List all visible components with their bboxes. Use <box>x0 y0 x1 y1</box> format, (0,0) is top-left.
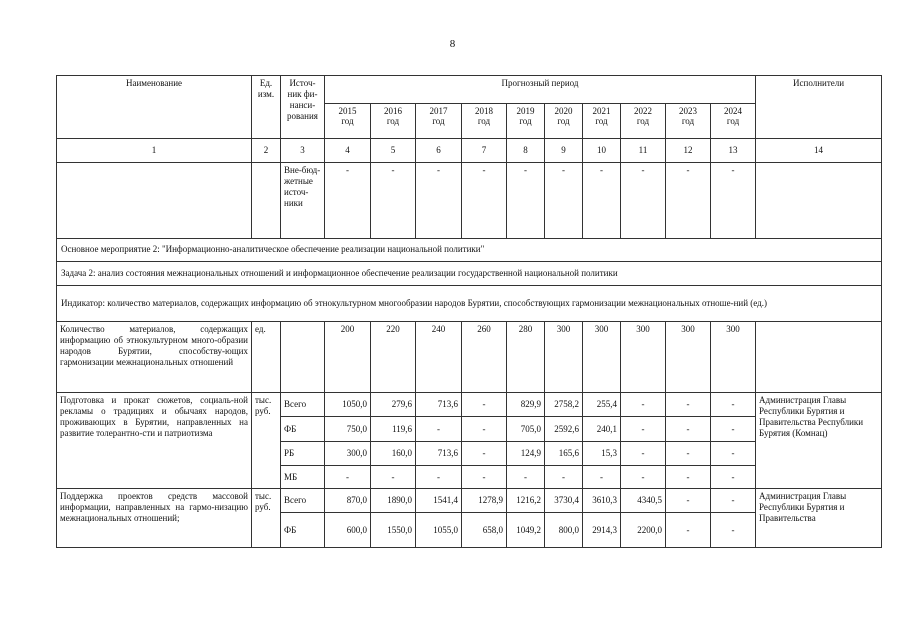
value-cell: 2758,2 <box>545 392 583 416</box>
value-cell: 1216,2 <box>507 488 545 512</box>
indicator-row <box>57 285 882 321</box>
year-suffix: год <box>477 116 491 127</box>
value-cell: 15,3 <box>583 441 621 465</box>
value-cell: - <box>507 162 545 238</box>
year-header-2021 <box>583 103 621 139</box>
value-cell: 300 <box>583 321 621 392</box>
unit-cell: ед. <box>252 321 281 392</box>
main-event-row <box>57 239 882 261</box>
year-label: 2017 <box>429 105 448 116</box>
year-header-2016 <box>371 103 416 139</box>
value-cell: - <box>621 392 666 416</box>
indicator-name: Количество материалов, содержащих информацию об этнокультурном много-образии народов Бурятии, способству-ющих гармонизации межнациональных отношений <box>57 321 252 392</box>
value-cell: 1890,0 <box>371 488 416 512</box>
activity2-executor: Администрация Главы Республики Бурятия и Правительства <box>756 488 882 547</box>
activity2-name: Поддержка проектов средств массовой информации, направленных на гармо-низацию межнациональных отношений; <box>57 488 252 547</box>
value-cell: 240 <box>416 321 462 392</box>
value-cell: - <box>621 162 666 238</box>
value-cell: 124,9 <box>507 441 545 465</box>
main-event-row-text: Основное мероприятие 2: "Информационно-аналитическое обеспечение реализации национальной политики" <box>57 239 882 261</box>
value-cell: - <box>621 441 666 465</box>
value-cell: 870,0 <box>325 488 371 512</box>
value-cell: 260 <box>462 321 507 392</box>
year-label: 2021 <box>592 105 611 116</box>
year-suffix: год <box>386 116 400 127</box>
value-cell: 600,0 <box>325 513 371 548</box>
value-cell: 1050,0 <box>325 392 371 416</box>
header-forecast-period: Прогнозный период <box>325 76 756 104</box>
header-source: Источ-ник фи-нанси-рования <box>281 76 325 139</box>
value-cell: 300 <box>666 321 711 392</box>
column-number: 4 <box>325 139 371 162</box>
task-row <box>57 261 882 285</box>
source-cell: ФБ <box>281 417 325 441</box>
indicator-row-text: Индикатор: количество материалов, содержащих информацию об этнокультурном многообразии народов Бурятии, способствующих гармонизации межнациональных отноше-ний (ед.) <box>57 285 882 321</box>
column-number: 11 <box>621 139 666 162</box>
empty-cell <box>756 321 882 392</box>
value-cell: 2914,3 <box>583 513 621 548</box>
year-suffix: год <box>432 116 445 127</box>
value-cell: - <box>666 466 711 488</box>
column-number: 14 <box>756 139 882 162</box>
value-cell: - <box>666 162 711 238</box>
value-cell: - <box>666 417 711 441</box>
column-number: 3 <box>281 139 325 162</box>
value-cell: - <box>371 162 416 238</box>
column-number: 8 <box>507 139 545 162</box>
value-cell: - <box>416 417 462 441</box>
value-cell: - <box>371 466 416 488</box>
year-suffix: год <box>519 116 532 127</box>
year-suffix: год <box>726 116 740 127</box>
year-header-2024 <box>711 103 756 139</box>
source-cell: Всего <box>281 488 325 512</box>
source-cell: Вне-бюд-жетные источ-ники <box>281 162 325 238</box>
value-cell: 829,9 <box>507 392 545 416</box>
value-cell: 200 <box>325 321 371 392</box>
empty-cell <box>252 162 281 238</box>
column-number: 13 <box>711 139 756 162</box>
value-cell: - <box>507 466 545 488</box>
value-cell: 279,6 <box>371 392 416 416</box>
budget-table <box>56 75 882 548</box>
year-header-2022 <box>621 103 666 139</box>
activity1-executor: Администрация Главы Республики Бурятия и Правительства Республики Бурятия (Комнац) <box>756 392 882 488</box>
value-cell: 220 <box>371 321 416 392</box>
value-cell: 300 <box>621 321 666 392</box>
value-cell: - <box>545 466 583 488</box>
value-cell: - <box>711 392 756 416</box>
value-cell: 165,6 <box>545 441 583 465</box>
year-suffix: год <box>557 116 570 127</box>
year-suffix: год <box>341 116 354 127</box>
value-cell: 160,0 <box>371 441 416 465</box>
column-number: 7 <box>462 139 507 162</box>
table-row <box>57 392 882 416</box>
value-cell: 2592,6 <box>545 417 583 441</box>
column-number: 6 <box>416 139 462 162</box>
value-cell: 240,1 <box>583 417 621 441</box>
value-cell: - <box>325 466 371 488</box>
value-cell: - <box>416 466 462 488</box>
empty-cell <box>57 162 252 238</box>
column-numbers-row <box>57 139 882 162</box>
source-cell: МБ <box>281 466 325 488</box>
value-cell: 1278,9 <box>462 488 507 512</box>
year-suffix: год <box>636 116 650 127</box>
page-number: 8 <box>449 38 456 50</box>
header-unit: Ед. изм. <box>252 76 281 139</box>
year-label: 2023 <box>679 105 697 116</box>
value-cell: 3610,3 <box>583 488 621 512</box>
value-cell: - <box>666 441 711 465</box>
value-cell: - <box>666 392 711 416</box>
value-cell: - <box>583 466 621 488</box>
activity1-name: Подготовка и прокат сюжетов, социаль-ной рекламы о традициях и обычаях народов, проживающих в Бурятии, направленных на развитие толерантно-сти и патриотизма <box>57 392 252 488</box>
year-header-2023 <box>666 103 711 139</box>
year-label: 2022 <box>634 105 652 116</box>
value-cell: - <box>462 417 507 441</box>
value-cell: 300 <box>545 321 583 392</box>
value-cell: 713,6 <box>416 441 462 465</box>
year-label: 2024 <box>724 105 743 116</box>
header-row <box>57 76 882 104</box>
value-cell: - <box>666 513 711 548</box>
empty-cell <box>756 162 882 238</box>
value-cell: 280 <box>507 321 545 392</box>
value-cell: - <box>416 162 462 238</box>
value-cell: - <box>545 162 583 238</box>
year-header-2019 <box>507 103 545 139</box>
empty-cell <box>281 321 325 392</box>
column-number: 9 <box>545 139 583 162</box>
value-cell: 4340,5 <box>621 488 666 512</box>
value-cell: - <box>711 441 756 465</box>
value-cell: - <box>621 417 666 441</box>
value-cell: 255,4 <box>583 392 621 416</box>
column-number: 1 <box>57 139 252 162</box>
value-cell: 750,0 <box>325 417 371 441</box>
year-header-2020 <box>545 103 583 139</box>
column-number: 10 <box>583 139 621 162</box>
value-cell: 1055,0 <box>416 513 462 548</box>
value-cell: 119,6 <box>371 417 416 441</box>
source-cell: Всего <box>281 392 325 416</box>
value-cell: - <box>711 417 756 441</box>
value-cell: - <box>711 466 756 488</box>
value-cell: - <box>325 162 371 238</box>
value-cell: - <box>583 162 621 238</box>
value-cell: - <box>462 466 507 488</box>
value-cell: 300,0 <box>325 441 371 465</box>
column-number: 12 <box>666 139 711 162</box>
table-row-offbudget <box>57 162 882 238</box>
table-row-indicator-values <box>57 321 882 392</box>
year-label: 2020 <box>554 105 573 116</box>
value-cell: 1541,4 <box>416 488 462 512</box>
value-cell: 300 <box>711 321 756 392</box>
year-label: 2019 <box>516 105 535 116</box>
value-cell: 705,0 <box>507 417 545 441</box>
value-cell: 1550,0 <box>371 513 416 548</box>
value-cell: 713,6 <box>416 392 462 416</box>
column-number: 2 <box>252 139 281 162</box>
value-cell: 2200,0 <box>621 513 666 548</box>
task-row-text: Задача 2: анализ состояния межнациональных отношений и информационное обеспечение реализации государственной национальной политики <box>57 261 882 285</box>
year-label: 2016 <box>384 105 402 116</box>
value-cell: - <box>462 441 507 465</box>
value-cell: 1049,2 <box>507 513 545 548</box>
year-header-2015 <box>325 103 371 139</box>
header-executors: Исполнители <box>756 76 882 139</box>
year-suffix: год <box>681 116 695 127</box>
value-cell: - <box>711 488 756 512</box>
value-cell: - <box>621 466 666 488</box>
year-suffix: год <box>595 116 608 127</box>
value-cell: - <box>711 513 756 548</box>
table-row <box>57 488 882 512</box>
year-header-2018 <box>462 103 507 139</box>
year-header-2017 <box>416 103 462 139</box>
value-cell: - <box>666 488 711 512</box>
value-cell: 3730,4 <box>545 488 583 512</box>
value-cell: 800,0 <box>545 513 583 548</box>
value-cell: - <box>711 162 756 238</box>
unit-cell: тыс. руб. <box>252 488 281 547</box>
source-cell: РБ <box>281 441 325 465</box>
unit-cell: тыс. руб. <box>252 392 281 488</box>
table-body <box>57 76 882 548</box>
value-cell: - <box>462 162 507 238</box>
year-label: 2015 <box>338 105 357 116</box>
value-cell: 658,0 <box>462 513 507 548</box>
header-name: Наименование <box>57 76 252 139</box>
year-label: 2018 <box>475 105 493 116</box>
column-number: 5 <box>371 139 416 162</box>
source-cell: ФБ <box>281 513 325 548</box>
value-cell: - <box>462 392 507 416</box>
